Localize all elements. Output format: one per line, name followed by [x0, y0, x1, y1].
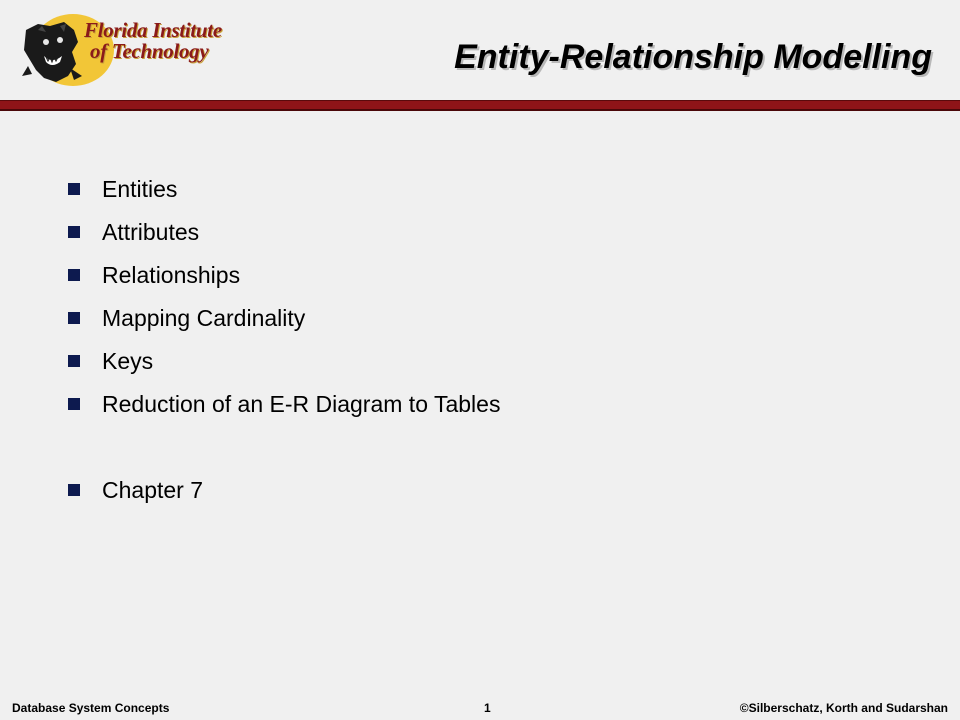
square-bullet-icon	[68, 226, 80, 238]
square-bullet-icon	[68, 484, 80, 496]
footer-course-title: Database System Concepts	[12, 701, 170, 715]
bullet-text: Mapping Cardinality	[102, 305, 306, 331]
logo-wordmark	[84, 20, 222, 62]
header-divider-bar	[0, 100, 960, 111]
bullet-text: Chapter 7	[102, 477, 204, 503]
bullet-text: Keys	[102, 348, 154, 374]
footer-copyright: ©Silberschatz, Korth and Sudarshan	[739, 701, 948, 715]
square-bullet-icon	[68, 183, 80, 195]
page-number: 1	[484, 701, 491, 715]
logo-line-2: of Technology	[90, 39, 209, 63]
square-bullet-icon	[68, 269, 80, 281]
square-bullet-icon	[68, 355, 80, 367]
square-bullet-icon	[68, 398, 80, 410]
fit-logo	[18, 12, 248, 87]
slide-title: Entity-Relationship Modelling	[454, 38, 932, 76]
bullet-text: Entities	[102, 176, 178, 202]
bullet-text: Reduction of an E-R Diagram to Tables	[102, 391, 501, 417]
slide-footer	[0, 698, 960, 718]
logo-line-1: Florida Institute	[84, 18, 222, 42]
bullet-text: Attributes	[102, 219, 200, 245]
bullet-text: Relationships	[102, 262, 241, 288]
square-bullet-icon	[68, 312, 80, 324]
